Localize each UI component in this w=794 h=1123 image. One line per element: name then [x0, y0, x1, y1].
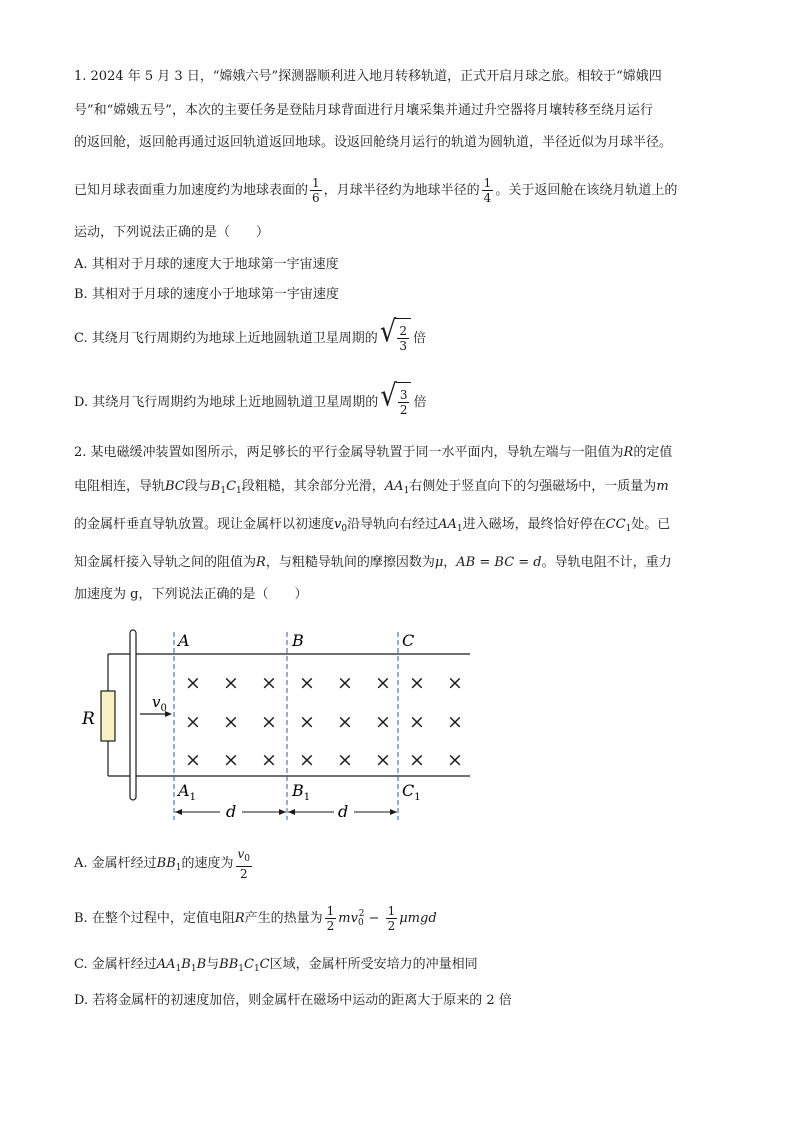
- q2-line-2: [74, 478, 669, 500]
- var: AA: [156, 957, 176, 972]
- text: 产生的热量为: [244, 911, 323, 926]
- text: 进入磁场，最终恰好停在: [462, 517, 606, 532]
- q1-line-3: 的返回舱，返回舱再通过返回轨道返回地球。设返回舱绕月运行的轨道为圆轨道，半径近似为月球半径。: [74, 135, 673, 150]
- frac-den: 2: [399, 403, 408, 417]
- var-CC: CC: [605, 517, 626, 532]
- field-cross: ×: [223, 672, 239, 694]
- field-cross: ×: [375, 672, 391, 694]
- q1-option-c: [74, 314, 426, 359]
- field-cross: ×: [447, 749, 463, 771]
- var: B: [196, 957, 207, 972]
- q2-line-5: 加速度为 g，下列说法正确的是（ ）: [74, 587, 308, 602]
- var: BB: [219, 957, 239, 972]
- field-cross: ×: [337, 672, 353, 694]
- field-cross: ×: [299, 749, 315, 771]
- text: 知金属杆接入导轨之间的阻值为: [74, 555, 257, 570]
- field-cross: ×: [299, 711, 315, 733]
- q1-line-4-c: 。关于返回舱在该绕月轨道上的: [495, 183, 678, 198]
- q2-option-a: [74, 846, 254, 886]
- frac-num: 1: [312, 176, 320, 190]
- q2-line-1: [74, 444, 672, 462]
- arrowhead: [288, 809, 295, 815]
- subscript: 1: [625, 524, 632, 534]
- fraction-one-quarter: [482, 176, 494, 205]
- var-R: R: [234, 911, 245, 926]
- frac-den: 2: [326, 919, 335, 933]
- label-d2: d: [338, 802, 349, 821]
- field-cross: ×: [375, 711, 391, 733]
- sqrt-three-halves: [380, 378, 411, 423]
- text: 的金属杆垂直导轨放置。现让金属杆以初速度: [74, 517, 335, 532]
- q1-line-2: 号”和“嫦娥五号”，本次的主要任务是登陆月球背面进行月壤采集并通过升空器将月壤转移至绕月运行: [74, 103, 653, 118]
- text: 处。已: [631, 517, 671, 532]
- q1-option-d-tail: 倍: [413, 395, 427, 410]
- label-A1: $A_1$: [178, 781, 196, 803]
- equation-ab-bc-d: AB = BC = d: [456, 555, 542, 570]
- frac-num: 3: [399, 388, 408, 402]
- minus-sign: −: [364, 911, 384, 926]
- text: 沿导轨向右经过: [347, 517, 439, 532]
- field-cross: ×: [261, 711, 277, 733]
- subscript: 1: [456, 524, 463, 534]
- subscript: 0: [357, 918, 364, 928]
- field-cross: ×: [409, 672, 425, 694]
- q1-option-a: A. 其相对于月球的速度大于地球第一宇宙速度: [74, 257, 339, 272]
- q2-option-b: [74, 896, 437, 941]
- var-BB: BB: [156, 856, 176, 871]
- frac-den: 4: [483, 191, 492, 205]
- frac-den: 6: [312, 191, 320, 205]
- label-v0: $v_0$: [152, 693, 167, 714]
- text: 右侧处于竖直向下的匀强磁场中，一质量为: [409, 479, 657, 494]
- var-B: B: [210, 479, 221, 494]
- frac-num: 2: [399, 324, 407, 338]
- subscript: 1: [403, 486, 410, 496]
- field-cross: ×: [223, 749, 239, 771]
- field-cross: ×: [337, 711, 353, 733]
- subscript: 1: [175, 964, 182, 974]
- frac-den: 3: [399, 339, 407, 353]
- text: ，与粗糙导轨间的摩擦因数为: [265, 555, 435, 570]
- text: 段与: [184, 479, 211, 494]
- text: 与: [206, 957, 220, 972]
- field-cross: ×: [261, 672, 277, 694]
- fraction-half: [386, 904, 398, 933]
- text: A. 金属杆经过: [74, 856, 157, 871]
- q1-option-d: [74, 378, 427, 423]
- label-d1: d: [226, 802, 237, 821]
- arrowhead: [390, 809, 397, 815]
- var-BC: BC: [165, 479, 185, 494]
- q1-option-b: B. 其相对于月球的速度小于地球第一宇宙速度: [74, 287, 339, 302]
- field-cross: ×: [261, 749, 277, 771]
- q1-line-1: 1. 2024 年 5 月 3 日，“嫦娥六号”探测器顺利进入地月转移轨道，正式开启月球之旅。相较于“嫦娥四: [74, 69, 662, 84]
- q1-line-4-b: ，月球半径约为地球半径的: [323, 183, 480, 198]
- label-C1: $C_1$: [402, 781, 421, 803]
- superscript: 2: [358, 909, 365, 919]
- text: C. 金属杆经过: [74, 957, 157, 972]
- var-m: m: [656, 479, 669, 494]
- radicand: [396, 382, 412, 423]
- field-cross: ×: [185, 711, 201, 733]
- label-B1: $B_1$: [292, 781, 311, 803]
- text: 电阻相连，导轨: [74, 479, 166, 494]
- q2-line-3: [74, 516, 670, 538]
- subscript: 0: [244, 853, 251, 864]
- frac-num: 1: [387, 904, 396, 918]
- q2-option-d: D. 若将金属杆的初速度加倍，则金属杆在磁场中运动的距离大于原来的 2 倍: [74, 993, 512, 1008]
- fraction-half: [325, 904, 337, 933]
- field-cross: ×: [409, 749, 425, 771]
- arrowhead: [279, 809, 286, 815]
- electromagnetic-buffer-figure: [74, 624, 474, 834]
- var-mu: μ: [434, 555, 444, 570]
- var-C: C: [226, 479, 237, 494]
- label-B: B: [292, 631, 304, 650]
- arrowhead: [175, 809, 182, 815]
- text: B. 在整个过程中，定值电阻: [74, 911, 235, 926]
- frac-den: 2: [236, 866, 253, 881]
- metal-rod: [130, 630, 136, 800]
- var-v: v: [334, 517, 342, 532]
- q1-option-c-tail: 倍: [412, 331, 426, 346]
- field-cross: ×: [185, 749, 201, 771]
- field-cross: ×: [223, 711, 239, 733]
- subscript: 1: [253, 964, 260, 974]
- resistor: [101, 691, 115, 741]
- var-R: R: [256, 555, 266, 570]
- text: ，: [443, 555, 457, 570]
- magnetic-field-crosses: [185, 672, 463, 771]
- subscript: 1: [220, 486, 227, 496]
- text: 的定值: [633, 445, 673, 460]
- field-cross: ×: [447, 711, 463, 733]
- text: 的速度为: [181, 856, 234, 871]
- sqrt-two-thirds: [379, 314, 411, 359]
- fraction-v0-over-2: [236, 847, 253, 881]
- field-cross: ×: [375, 749, 391, 771]
- field-cross: ×: [447, 672, 463, 694]
- radicand: [395, 318, 411, 359]
- text: 段粗糙，其余部分光滑，: [241, 479, 385, 494]
- q1-line-4-a: 已知月球表面重力加速度约为地球表面的: [74, 183, 309, 198]
- subscript: 1: [190, 964, 197, 974]
- q1-line-4: [74, 174, 677, 208]
- frac-num: 1: [326, 904, 335, 918]
- label-R: R: [82, 709, 95, 729]
- label-C: C: [402, 631, 415, 650]
- q1-option-c-text: C. 其绕月飞行周期约为地球上近地圆轨道卫星周期的: [74, 331, 378, 346]
- text: 。导轨电阻不计，重力: [541, 555, 672, 570]
- frac-den: 2: [387, 919, 396, 933]
- text: 区域，金属杆所受安培力的冲量相同: [269, 957, 478, 972]
- radical-sign: √: [380, 378, 397, 414]
- var: C: [243, 957, 254, 972]
- field-cross: ×: [299, 672, 315, 694]
- radical-sign: √: [379, 314, 397, 350]
- text: 2. 某电磁缓冲装置如图所示，两足够长的平行金属导轨置于同一水平面内，导轨左端与一阻值为: [74, 445, 624, 460]
- fraction-one-sixth: [310, 176, 322, 205]
- q1-option-d-text: D. 其绕月飞行周期约为地球上近地圆轨道卫星周期的: [74, 395, 379, 410]
- field-cross: ×: [185, 672, 201, 694]
- var-v: v: [237, 846, 245, 861]
- subscript: 1: [175, 863, 182, 873]
- subscript: 0: [341, 524, 348, 534]
- var: C: [259, 957, 270, 972]
- field-cross: ×: [337, 749, 353, 771]
- subscript: 1: [236, 486, 242, 496]
- q1-line-5: 运动，下列说法正确的是（ ）: [74, 225, 270, 240]
- field-cross: ×: [409, 711, 425, 733]
- var-AA: AA: [438, 517, 457, 532]
- var: B: [181, 957, 191, 972]
- var-AA: AA: [384, 479, 404, 494]
- var-mv: mv: [338, 911, 358, 926]
- var-mu-mgd: μmgd: [399, 911, 437, 926]
- q2-line-4: [74, 554, 672, 572]
- frac-num: 1: [483, 176, 492, 190]
- subscript: 1: [238, 964, 244, 974]
- q2-option-c: [74, 956, 478, 978]
- label-A: A: [178, 631, 190, 650]
- var-R: R: [623, 445, 634, 460]
